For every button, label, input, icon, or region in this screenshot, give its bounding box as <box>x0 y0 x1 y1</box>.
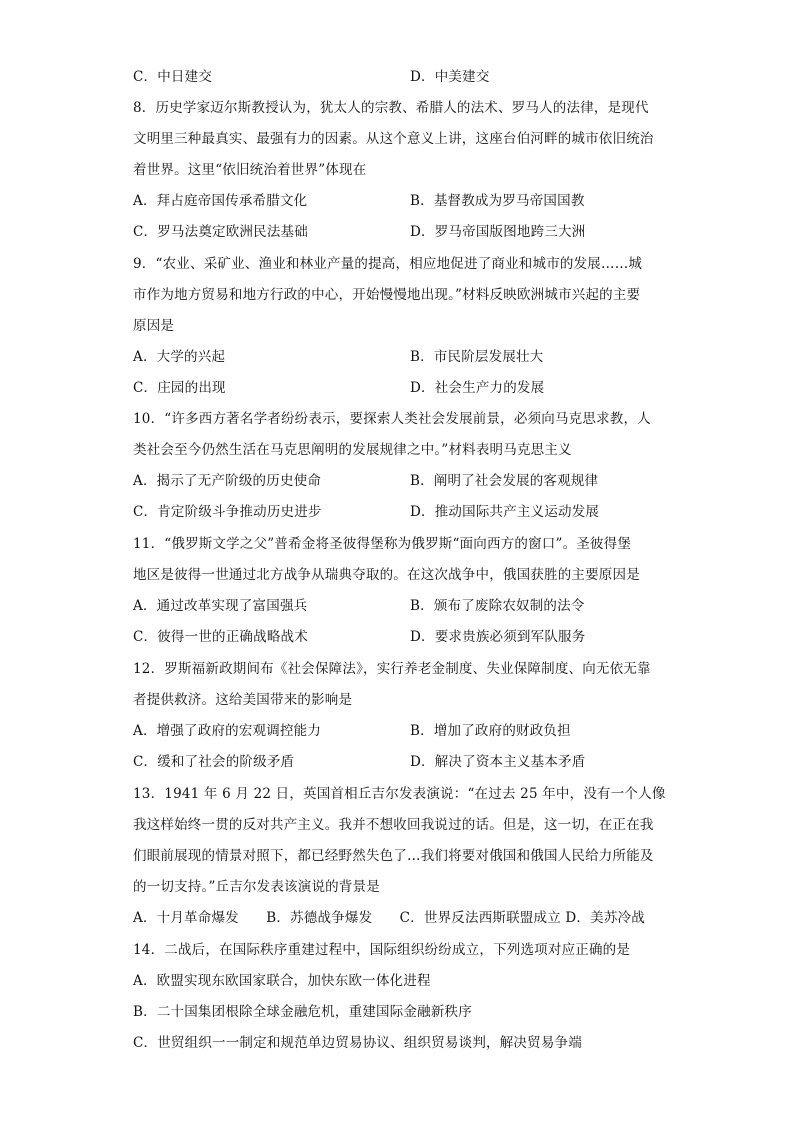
q11-option-a: A．通过改革实现了富国强兵 <box>133 598 308 614</box>
q13-options-line: A．十月革命爆发 B．苏德战争爆发 C．世界反法西斯联盟成立 D．美苏冷战 <box>133 910 645 926</box>
q11-stem-line: 地区是彼得一世通过北方战争从瑞典夺取的。在这次战争中，俄国获胜的主要原因是 <box>133 567 640 583</box>
q9-stem-line: 9．“农业、采矿业、渔业和林业产量的提高，相应地促进了商业和城市的发展……城 <box>133 256 643 272</box>
q11-option-b: B．颁布了废除农奴制的法令 <box>410 598 585 614</box>
q9-option-c: C．庄园的出现 <box>133 380 226 396</box>
q8-option-b: B．基督教成为罗马帝国国教 <box>410 193 585 209</box>
q13-stem-line: 13．1941 年 6 月 22 日，英国首相丘吉尔发表演说：“在过去 25 年中，没有一个人像 <box>133 786 666 802</box>
q12-stem-line: 者提供救济。这给美国带来的影响是 <box>133 692 353 708</box>
q14-stem-line: 14．二战后，在国际秩序重建过程中，国际组织纷纷成立，下列选项对应正确的是 <box>133 942 631 958</box>
q12-option-b: B．增加了政府的财政负担 <box>410 723 571 739</box>
q14-option-b: B．二十国集团根除全球金融危机，重建国际金融新秩序 <box>133 1004 472 1020</box>
q8-option-c: C．罗马法奠定欧洲民法基础 <box>133 224 308 240</box>
q8-stem-line: 8．历史学家迈尔斯教授认为，犹太人的宗教、希腊人的法术、罗马人的法律，是现代 <box>133 100 649 116</box>
q8-option-d: D．罗马帝国版图地跨三大洲 <box>410 224 586 240</box>
q10-stem-line: 类社会至今仍然生活在马克思阐明的发展规律之中。”材料表明马克思主义 <box>133 442 572 458</box>
q12-stem-line: 12．罗斯福新政期间布《社会保障法》，实行养老金制度、失业保障制度、向无依无靠 <box>133 661 651 677</box>
q7-option-c: C．中日建交 <box>133 69 213 85</box>
q10-option-a: A．揭示了无产阶级的历史使命 <box>133 473 322 489</box>
q9-stem-line: 市作为地方贸易和地方行政的中心，开始慢慢地出现。”材料反映欧洲城市兴起的主要 <box>133 287 641 303</box>
q13-stem-line: 我这样始终一贯的反对共产主义。我并不想收回我说过的话。但是，这一切，在正在我 <box>133 817 654 833</box>
q10-option-d: D．推动国际共产主义运动发展 <box>410 504 600 520</box>
q11-stem-line: 11．“俄罗斯文学之父”普希金将圣彼得堡称为俄罗斯“面向西方的窗口”。圣彼得堡 <box>133 536 632 552</box>
q13-stem-line: 的一切支持。”丘吉尔发表该演说的背景是 <box>133 879 380 895</box>
q10-option-c: C．肯定阶级斗争推动历史进步 <box>133 504 322 520</box>
q8-stem-line: 文明里三种最真实、最强有力的因素。从这个意义上讲，这座台伯河畔的城市依旧统治 <box>133 131 654 147</box>
q12-option-c: C．缓和了社会的阶级矛盾 <box>133 754 295 770</box>
q11-option-d: D．要求贵族必须到军队服务 <box>410 629 586 645</box>
q12-option-d: D．解决了资本主义基本矛盾 <box>410 754 586 770</box>
q13-stem-line: 们眼前展现的情景对照下，都已经野然失色了…我们将要对俄国和俄国人民给力所能及 <box>133 848 654 864</box>
q9-option-d: D．社会生产力的发展 <box>410 380 545 396</box>
q9-option-b: B．市民阶层发展壮大 <box>410 349 544 365</box>
q9-option-a: A．大学的兴起 <box>133 349 226 365</box>
q8-stem-line: 着世界。这里“依旧统治着世界”体现在 <box>133 162 367 178</box>
q14-option-a: A．欧盟实现东欧国家联合，加快东欧一体化进程 <box>133 973 431 989</box>
q11-option-c: C．彼得一世的正确战略战术 <box>133 629 308 645</box>
q8-option-a: A．拜占庭帝国传承希腊文化 <box>133 193 308 209</box>
q10-stem-line: 10．“许多西方著名学者纷纷表示，要探索人类社会发展前景，必须向马克思求教，人 <box>133 411 651 427</box>
q14-option-c: C．世贸组织一一制定和规范单边贸易协议、组织贸易谈判，解决贸易争端 <box>133 1035 582 1051</box>
q12-option-a: A．增强了政府的宏观调控能力 <box>133 723 322 739</box>
q10-option-b: B．阐明了社会发展的客观规律 <box>410 473 599 489</box>
q9-stem-line: 原因是 <box>133 318 175 334</box>
q7-option-d: D．中美建交 <box>410 69 490 85</box>
